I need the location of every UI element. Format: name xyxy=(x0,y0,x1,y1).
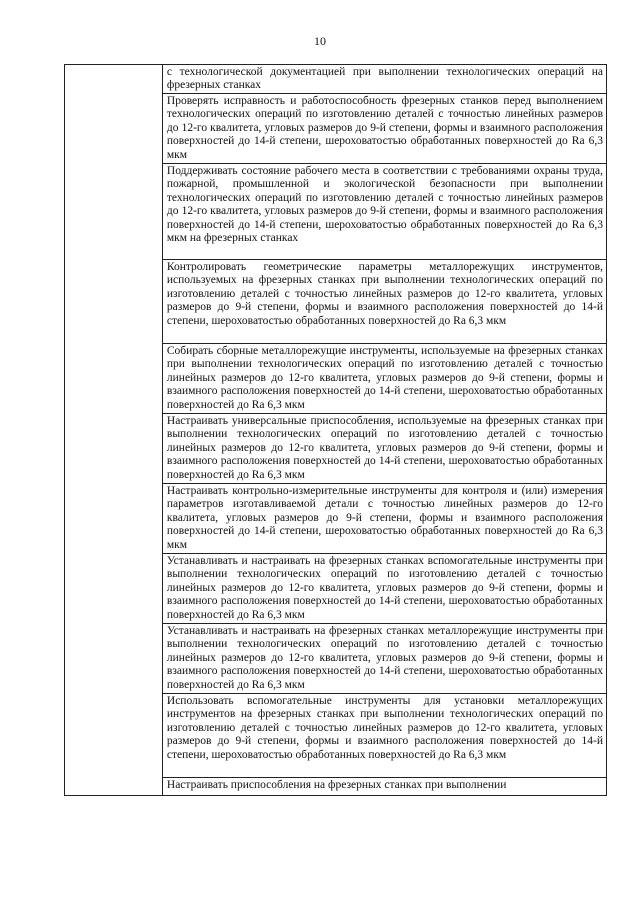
table-cell: Настраивать контрольно-измерительные инструменты для контроля и (или) измерения параметров изготавливаемой детали с точностью линейных размеров до 12-го квалитета, угловых размеров до 9-й степени, формы и взаимного расположения поверхностей до 14-й степени, шероховатостью обработанных поверхностей до Ra 6,3 мкм xyxy=(162,484,606,554)
table-cell: Поддерживать состояние рабочего места в соответствии с требованиями охраны труда, пожарной, промышленной и экологической безопасности при выполнении технологических операций по изготовлению деталей с точностью линейных размеров до 12-го квалитета, угловых размеров до 9-й степени, формы и взаимного расположения поверхностей до 14-й степени, шероховатостью обработанных поверхностей до Ra 6,3 мкм на фрезерных станках xyxy=(162,164,606,260)
table-cell: Проверять исправность и работоспособность фрезерных станков перед выполнением технологических операций по изготовлению деталей с точностью линейных размеров до 12-го квалитета, угловых размеров до 9-й степени, формы и взаимного расположения поверхностей до 14-й степени, шероховатостью обработанных поверхностей до Ra 6,3 мкм xyxy=(162,94,606,164)
table-cell: Устанавливать и настраивать на фрезерных станках металлорежущие инструменты при выполнении технологических операций по изготовлению деталей с точностью линейных размеров до 12-го квалитета, угловых размеров до 9-й степени, формы и взаимного расположения поверхностей до 14-й степени, шероховатостью обработанных поверхностей до Ra 6,3 мкм xyxy=(162,624,606,694)
table-cell: Настраивать универсальные приспособления, используемые на фрезерных станках при выполнении технологических операций по изготовлению деталей с точностью линейных размеров до 12-го квалитета, угловых размеров до 9-й степени, формы и взаимного расположения поверхностей до 14-й степени, шероховатостью обработанных поверхностей до Ra 6,3 мкм xyxy=(162,414,606,484)
skills-table xyxy=(64,64,607,796)
table-row xyxy=(65,65,607,94)
page-number: 10 xyxy=(314,34,326,48)
left-column-cell xyxy=(65,65,163,796)
table-cell: Собирать сборные металлорежущие инструменты, используемые на фрезерных станках при выполнении технологических операций по изготовлению деталей с точностью линейных размеров до 12-го квалитета, угловых размеров до 9-й степени, формы и взаимного расположения поверхностей до 14-й степени, шероховатостью обработанных поверхностей до Ra 6,3 мкм xyxy=(162,344,606,414)
table-cell: Контролировать геометрические параметры металлорежущих инструментов, используемых на фрезерных станках при выполнении технологических операций по изготовлению деталей с точностью линейных размеров до 12-го квалитета, угловых размеров до 9-й степени, формы и взаимного расположения поверхностей до 14-й степени, шероховатостью обработанных поверхностей до Ra 6,3 мкм xyxy=(162,260,606,344)
table-cell: Использовать вспомогательные инструменты для установки металлорежущих инструментов на фрезерных станках при выполнении технологических операций по изготовлению деталей с точностью линейных размеров до 12-го квалитета, угловых размеров до 9-й степени, формы и взаимного расположения поверхностей до 14-й степени, шероховатостью обработанных поверхностей до Ra 6,3 мкм xyxy=(162,694,606,778)
table-cell: Устанавливать и настраивать на фрезерных станках вспомогательные инструменты при выполнении технологических операций по изготовлению деталей с точностью линейных размеров до 12-го квалитета, угловых размеров до 9-й степени, формы и взаимного расположения поверхностей до 14-й степени, шероховатостью обработанных поверхностей до Ra 6,3 мкм xyxy=(162,554,606,624)
table-cell: с технологической документацией при выполнении технологических операций на фрезерных станках xyxy=(162,65,606,94)
table-cell: Настраивать приспособления на фрезерных станках при выполнении xyxy=(162,778,606,796)
